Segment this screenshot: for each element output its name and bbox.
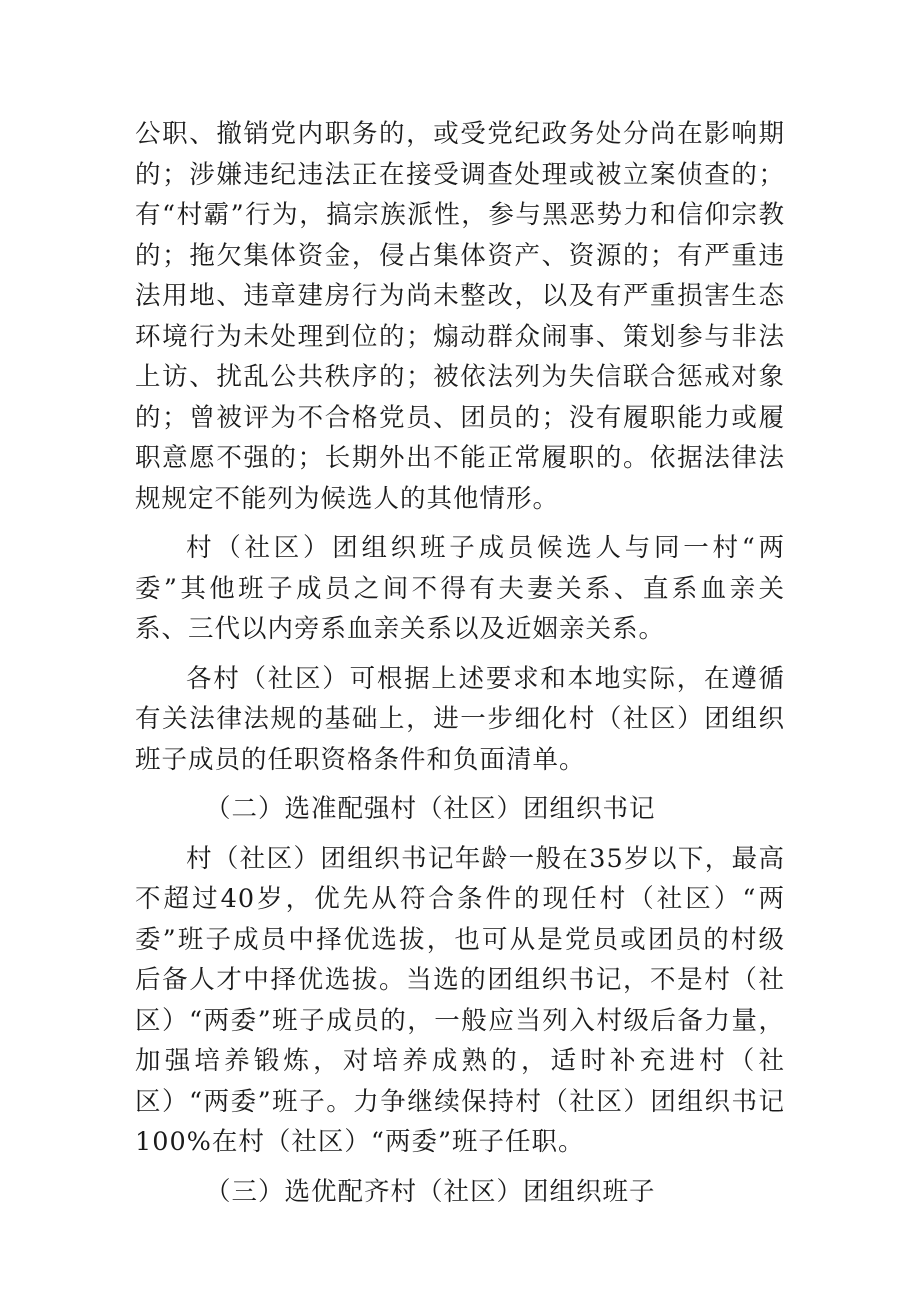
document-body [135,114,785,1221]
paragraph-secretary-requirements: 村（社区）团组织书记年龄一般在35岁以下，最高不超过40岁，优先从符合条件的现任村（社区）“两委”班子成员中择优选拔，也可从是党员或团员的村级后备人才中择优选拔。当选的团组织书记，不是村（社区）“两委”班子成员的，一般应当列入村级后备力量，加强培养锻炼，对培养成熟的，适时补充进村（社区）“两委”班子。力争继续保持村（社区）团组织书记100%在村（社区）“两委”班子任职。 [135,843,785,1157]
section-heading-3: （三）选优配齐村（社区）团组织班子 [205,1176,656,1207]
paragraph-kinship-restriction: 村（社区）团组织班子成员候选人与同一村“两委”其他班子成员之间不得有夫妻关系、直系血亲关系、三代以内旁系血亲关系以及近姻亲关系。 [135,533,785,644]
paragraph-continuation: 公职、撤销党内职务的，或受党纪政务处分尚在影响期的；涉嫌违纪违法正在接受调查处理或被立案侦查的；有“村霸”行为，搞宗族派性，参与黑恶势力和信仰宗教的；拖欠集体资金，侵占集体资产、资源的；有严重违法用地、违章建房行为尚未整改，以及有严重损害生态环境行为未处理到位的；煽动群众闹事、策划参与非法上访、扰乱公共秩序的；被依法列为失信联合惩戒对象的；曾被评为不合格党员、团员的；没有履职能力或履职意愿不强的；长期外出不能正常履职的。依据法律法规规定不能列为候选人的其他情形。 [135,119,785,514]
paragraph-local-refinement: 各村（社区）可根据上述要求和本地实际，在遵循有关法律法规的基础上，进一步细化村（社区）团组织班子成员的任职资格条件和负面清单。 [135,663,785,775]
section-heading-2: （二）选准配强村（社区）团组织书记 [205,794,656,824]
